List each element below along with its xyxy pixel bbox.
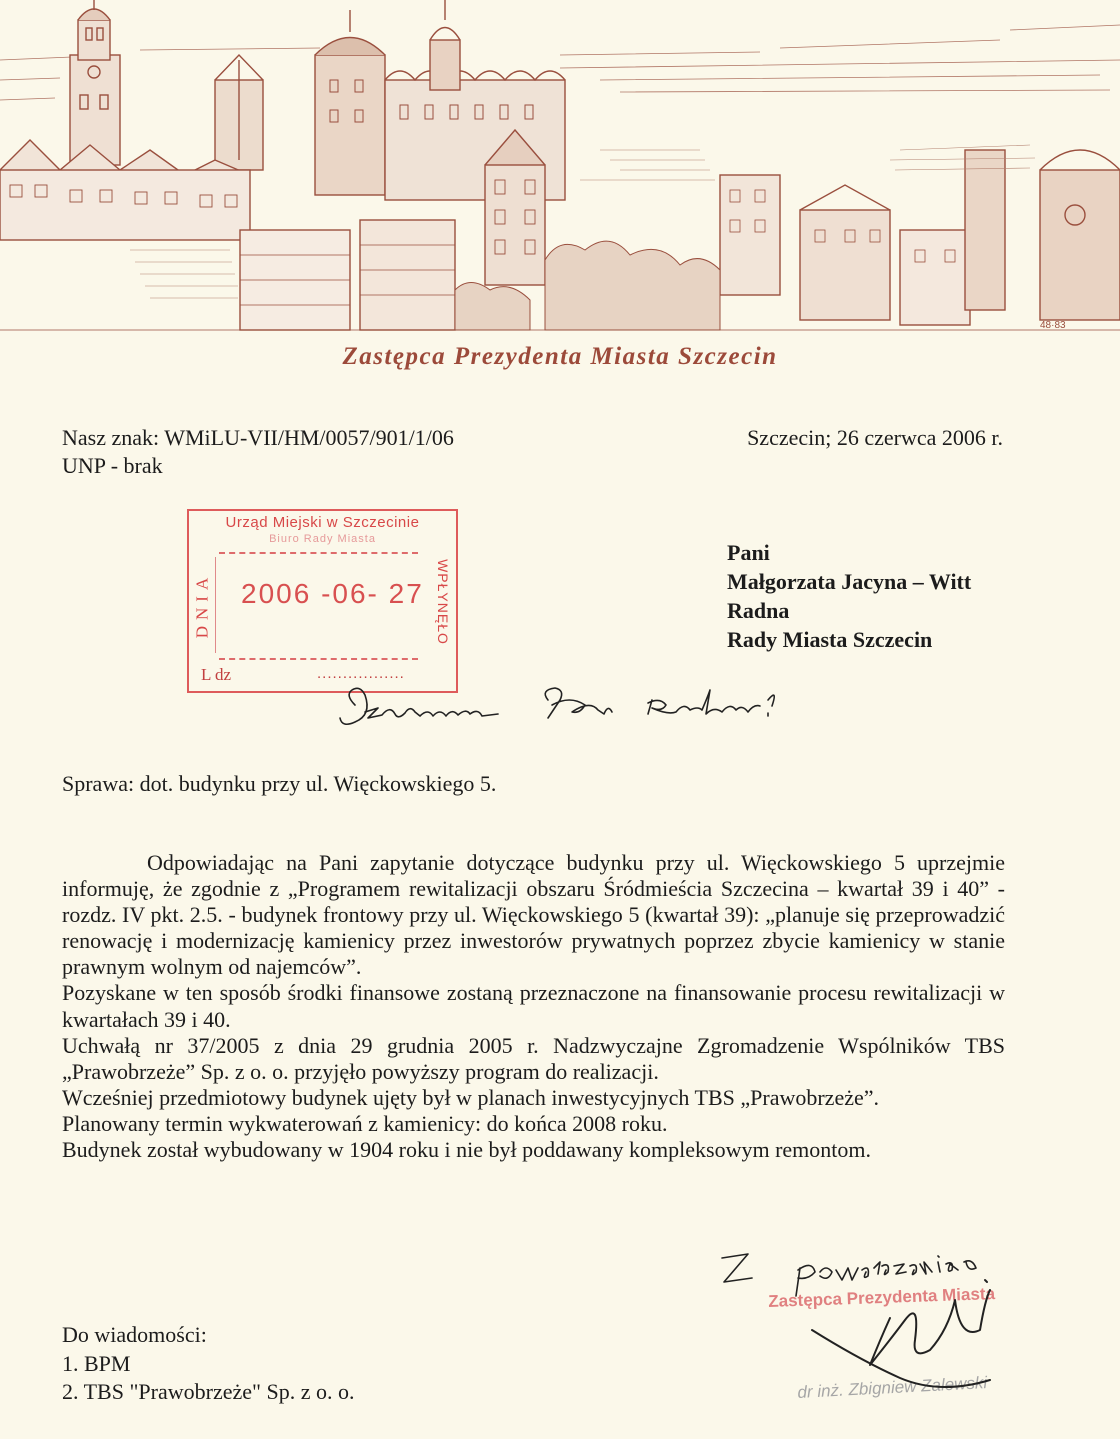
handwritten-salutation — [340, 688, 774, 724]
body-paragraph-5: Planowany termin wykwaterowań z kamienicy: do końca 2008 roku. — [62, 1110, 668, 1136]
body-paragraph-4: Wcześniej przedmiotowy budynek ujęty był w planach inwestycyjnych TBS „Prawobrzeże”. — [62, 1084, 880, 1110]
stamp-right-label: WPŁYNĘŁO — [434, 559, 451, 645]
signature-stamp-name: dr inż. Zbigniew Zalewski — [797, 1373, 988, 1402]
place-and-date: Szczecin; 26 czerwca 2006 r. — [747, 425, 1003, 450]
signature-stamp-title: Zastępca Prezydenta Miasta — [768, 1284, 996, 1311]
subject-line: Sprawa: dot. budynku przy ul. Więckowskiego 5. — [62, 771, 497, 796]
recipient-line-2: Małgorzata Jacyna – Witt — [727, 569, 972, 594]
cc-item: 2. TBS "Prawobrzeże" Sp. z o. o. — [62, 1379, 355, 1404]
unp-note: UNP - brak — [62, 453, 163, 478]
stamp-left-label-box — [191, 557, 216, 653]
stamp-reg-dots: ................. — [317, 665, 405, 682]
stamp-department: Biuro Rady Miasta — [269, 533, 376, 545]
reference-block — [62, 424, 454, 480]
letterhead-skyline-illustration — [0, 0, 1120, 335]
stamp-right-label-box — [430, 555, 454, 653]
body-paragraph-2: Pozyskane w ten sposób środki finansowe zostaną przeznaczone na finansowanie procesu rewitalizacji w kwartałach 39 i 40. — [62, 980, 1005, 1032]
artist-mark: 48·83 — [1040, 320, 1066, 331]
cc-label: Do wiadomości: — [62, 1322, 207, 1347]
received-stamp — [187, 509, 458, 693]
recipient-line-3: Radna — [727, 598, 790, 623]
letter-body — [62, 850, 1005, 1163]
body-paragraph-6: Budynek został wybudowany w 1904 roku i nie był poddawany kompleksowym remontom. — [62, 1137, 872, 1163]
stamp-date: 2006 -06- 27 — [241, 578, 424, 609]
reference-number: Nasz znak: WMiLU-VII/HM/0057/901/1/06 — [62, 425, 454, 450]
recipient-line-4: Rady Miasta Szczecin — [727, 627, 933, 652]
cc-item: 1. BPM — [62, 1350, 131, 1376]
letterhead-title: Zastępca Prezydenta Miasta Szczecin — [342, 343, 778, 370]
recipient-address — [727, 538, 971, 654]
stamp-reg-label: L dz — [201, 665, 232, 684]
recipient-line-1: Pani — [727, 540, 770, 565]
stamp-left-label: DNIA — [192, 571, 212, 639]
body-paragraph-1: Odpowiadając na Pani zapytanie dotyczące budynku przy ul. Więckowskiego 5 uprzejmie informuję, że zgodnie z „Programem rewitalizacji obszaru Śródmieścia Szczecina – kwartał 39 i 40” - rozdz. IV pkt. 2.5. - budynek frontowy przy ul. Więckowskiego 5 (kwartał 39): „planuje się przeprowadzić renowację i modernizację kamienicy przez inwestorów prywatnych poprzez zbycie kamienicy w stanie prawnym wolnym od najemców”. — [62, 850, 1005, 980]
cc-list — [62, 1321, 355, 1407]
body-paragraph-3: Uchwałą nr 37/2005 z dnia 29 grudnia 2005 r. Nadzwyczajne Zgromadzenie Wspólników TBS „Prawobrzeże” Sp. z o. o. przyjęło powyższy program do realizacji. — [62, 1032, 1005, 1084]
stamp-office: Urząd Miejski w Szczecinie — [225, 514, 420, 531]
